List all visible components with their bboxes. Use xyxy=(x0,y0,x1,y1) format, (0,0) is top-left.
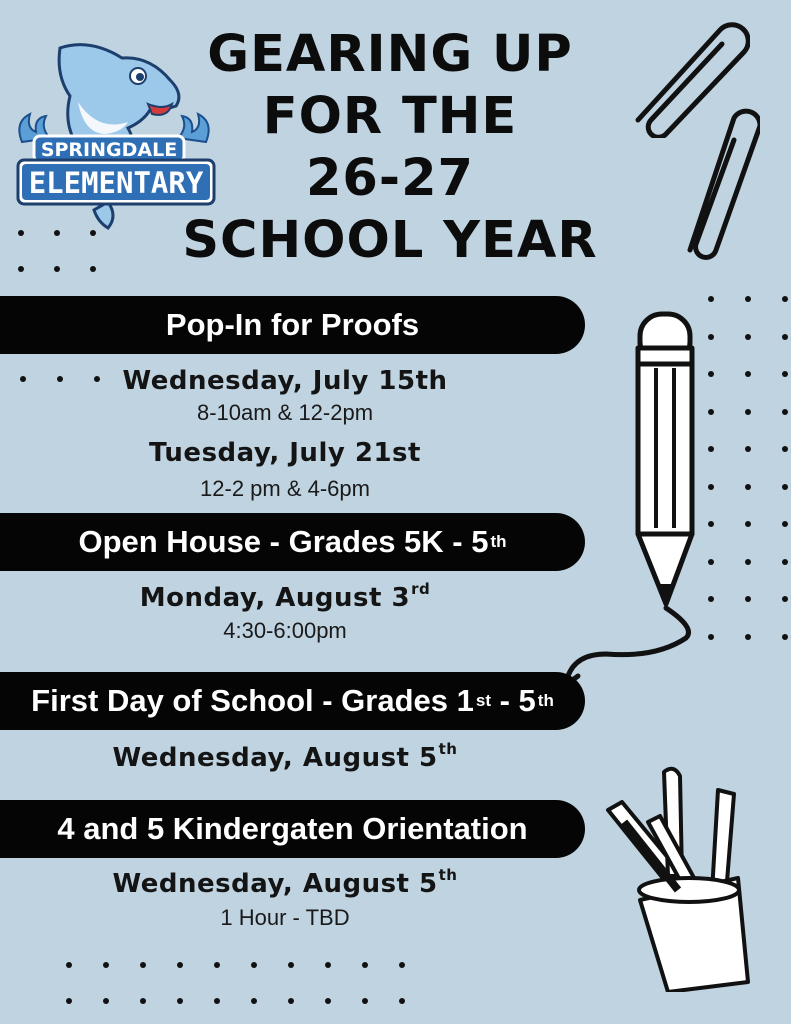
event-date xyxy=(80,866,490,899)
decorative-dot xyxy=(782,521,788,527)
decorative-dot xyxy=(288,962,294,968)
decorative-dot xyxy=(177,998,183,1004)
decorative-dot xyxy=(214,962,220,968)
banner-first-day-of-school xyxy=(0,672,585,730)
decorative-dot xyxy=(745,521,751,527)
decorative-dot xyxy=(66,962,72,968)
title-line-2: FOR THE xyxy=(262,87,518,146)
decorative-dot xyxy=(708,634,714,640)
date-suffix: th xyxy=(438,866,458,884)
decorative-dot xyxy=(745,634,751,640)
event-time xyxy=(80,476,490,502)
decorative-dot xyxy=(782,409,788,415)
time-text: 1 Hour - TBD xyxy=(220,905,350,930)
time-text: 12-2 pm & 4-6pm xyxy=(200,476,370,501)
paperclip-icon xyxy=(670,100,760,260)
page-title xyxy=(170,24,610,272)
banner-label: 4 and 5 Kindergaten Orientation xyxy=(57,811,528,846)
event-date xyxy=(80,740,490,773)
decorative-dot xyxy=(362,962,368,968)
decorative-dot xyxy=(782,296,788,302)
decorative-dot xyxy=(288,998,294,1004)
banner-label-b: - 5 xyxy=(491,683,536,718)
date-suffix: rd xyxy=(411,580,431,598)
date-text: Wednesday, August 5 xyxy=(112,743,438,773)
decorative-dot xyxy=(745,559,751,565)
decorative-dot xyxy=(782,484,788,490)
banner-kindergarten-orientation xyxy=(0,800,585,858)
decorative-dot xyxy=(362,998,368,1004)
decorative-dot xyxy=(745,596,751,602)
date-text: Tuesday, July 21st xyxy=(149,438,421,468)
decorative-dot xyxy=(708,596,714,602)
decorative-dot xyxy=(745,484,751,490)
decorative-dot xyxy=(325,998,331,1004)
event-date xyxy=(80,438,490,468)
decorative-dot xyxy=(708,559,714,565)
decorative-dot xyxy=(57,376,63,382)
decorative-dot xyxy=(708,409,714,415)
title-line-3: 26-27 xyxy=(305,149,475,208)
banner-label: First Day of School - Grades 1 xyxy=(31,683,474,718)
logo-text-elementary: ELEMENTARY xyxy=(28,166,204,200)
time-text: 4:30-6:00pm xyxy=(223,618,347,643)
decorative-dot xyxy=(140,962,146,968)
date-text: Monday, August 3 xyxy=(139,583,411,613)
decorative-dot xyxy=(782,596,788,602)
decorative-dot xyxy=(708,371,714,377)
logo-text-springdale: SPRINGDALE xyxy=(40,139,178,161)
decorative-dot xyxy=(782,371,788,377)
decorative-dot xyxy=(782,559,788,565)
decorative-dot xyxy=(54,266,60,272)
decorative-dot xyxy=(18,230,24,236)
decorative-dot xyxy=(708,296,714,302)
time-text: 8-10am & 12-2pm xyxy=(196,400,374,425)
banner-pop-in-for-proofs xyxy=(0,296,585,354)
decorative-dot xyxy=(708,334,714,340)
decorative-dot xyxy=(782,446,788,452)
banner-open-house xyxy=(0,513,585,571)
decorative-dot xyxy=(90,230,96,236)
decorative-dot xyxy=(708,446,714,452)
banner-suffix: st xyxy=(475,691,491,710)
event-date xyxy=(80,366,490,396)
banner-suffix: th xyxy=(537,691,554,710)
date-text: Wednesday, July 15th xyxy=(122,366,448,396)
decorative-dot xyxy=(399,962,405,968)
decorative-dot xyxy=(103,962,109,968)
decorative-dot xyxy=(745,409,751,415)
decorative-dot xyxy=(140,998,146,1004)
date-suffix: th xyxy=(438,740,458,758)
event-time xyxy=(80,618,490,644)
decorative-dot xyxy=(708,521,714,527)
date-text: Wednesday, August 5 xyxy=(112,869,438,899)
banner-suffix: th xyxy=(490,532,507,551)
decorative-dot xyxy=(177,962,183,968)
decorative-dot xyxy=(251,998,257,1004)
decorative-dot xyxy=(90,266,96,272)
decorative-dot xyxy=(782,634,788,640)
banner-label: Pop-In for Proofs xyxy=(165,307,420,342)
decorative-dot xyxy=(782,334,788,340)
decorative-dot xyxy=(66,998,72,1004)
decorative-dot xyxy=(399,998,405,1004)
decorative-dot xyxy=(18,266,24,272)
decorative-dot xyxy=(708,484,714,490)
decorative-dot xyxy=(103,998,109,1004)
decorative-dot xyxy=(745,296,751,302)
pencil-cup-icon xyxy=(598,762,758,992)
banner-label: Open House - Grades 5K - 5 xyxy=(78,524,489,559)
event-date xyxy=(80,580,490,613)
title-line-1: GEARING UP xyxy=(207,25,573,84)
decorative-dot xyxy=(745,446,751,452)
event-time xyxy=(80,905,490,931)
decorative-dot xyxy=(20,376,26,382)
decorative-dot xyxy=(54,230,60,236)
decorative-dot xyxy=(251,962,257,968)
title-line-4: SCHOOL YEAR xyxy=(182,211,598,270)
decorative-dot xyxy=(214,998,220,1004)
decorative-dot xyxy=(745,371,751,377)
decorative-dot xyxy=(745,334,751,340)
event-time xyxy=(80,400,490,426)
pencil-icon xyxy=(560,308,700,688)
decorative-dot xyxy=(325,962,331,968)
